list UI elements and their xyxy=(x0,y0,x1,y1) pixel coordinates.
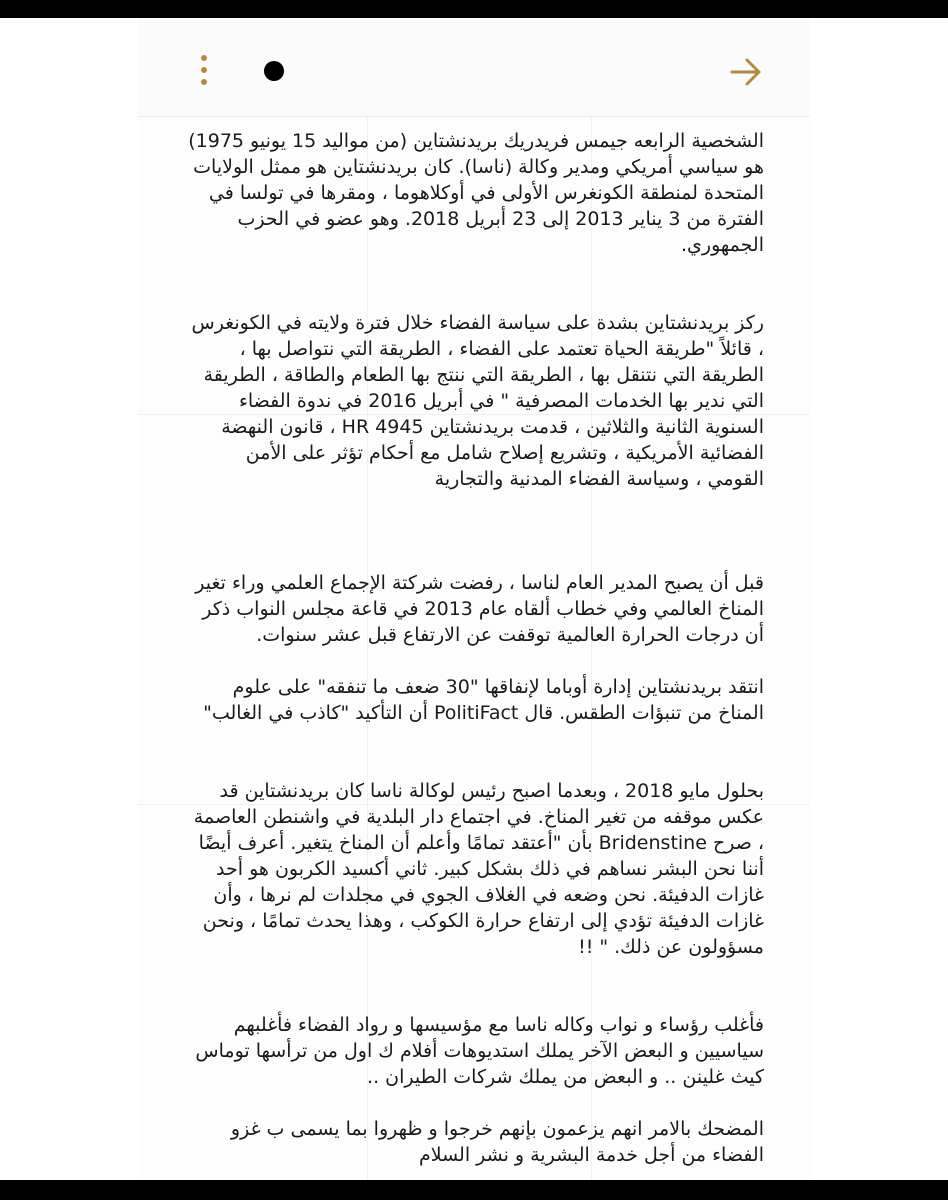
paragraph-4: انتقد بريدنشتاين إدارة أوباما لإنفاقها "30 ضعف ما تنفقه" على علوم المناخ من تنبؤات الطقس. قال PolitiFact أن التأكيد "كاذب في الغالب" xyxy=(203,676,764,724)
arrow-right-icon[interactable] xyxy=(728,54,764,90)
paragraph-1: الشخصية الرابعه جيمس فريدريك بريدنشتاين (من مواليد 15 يونيو 1975) هو سياسي أمريكي ومدير وكالة (ناسا). كان بريدنشتاين هو ممثل الولايات المتحدة لمنطقة الكونغرس الأولى في أوكلاهوما ، ومقرها في تولسا في الفترة من 3 يناير 2013 إلى 23 أبريل 2018. وهو عضو في الحزب الجمهوري. xyxy=(188,130,764,256)
paragraph-3: قبل أن يصبح المدير العام لناسا ، رفضت شركتة الإجماع العلمي وراء تغير المناخ العالمي وفي خطاب ألقاه عام 2013 في قاعة مجلس النواب ذكر أن درجات الحرارة العالمية توقفت عن الارتفاع قبل عشر سنوات. xyxy=(195,572,764,646)
paragraph-7: المضحك بالامر انهم يزعمون بإنهم خرجوا و ظهروا بما يسمى ب غزو الفضاء من أجل خدمة البشرية و نشر السلام xyxy=(230,1118,764,1166)
paragraph-6: فأغلب رؤساء و نواب وكاله ناسا مع مؤسيسها و رواد الفضاء فأغلبهم سياسيين و البعض الآخر يملك استديوهات أفلام ك اول من ترأسها توماس كيث غلينن .. و البعض من يملك شركات الطيران .. xyxy=(195,1014,764,1088)
frame-corner xyxy=(810,0,948,18)
paragraph-5: بحلول مايو 2018 ، وبعدما اصبح رئيس لوكالة ناسا كان بريدنشتاين قد عكس موقفه من تغير المناخ. في اجتماع دار البلدية في واشنطن العاصمة ، صرح Bridenstine بأن "أعتقد تمامًا وأعلم أن المناخ يتغير. أعرف أيضًا أننا نحن البشر نساهم في ذلك بشكل كبير. ثاني أكسيد الكربون هو أحد غازات الدفيئة. نحن وضعه في الغلاف الجوي في مجلدات لم نرها ، وأن غازات الدفيئة تؤدي إلى ارتفاع حرارة الكوكب ، وهذا يحدث تمامًا ، ونحن مسؤولون عن ذلك. " !! xyxy=(193,780,764,958)
toolbar xyxy=(138,18,810,117)
frame-corner xyxy=(810,1180,948,1200)
more-vertical-icon[interactable] xyxy=(196,55,212,87)
article-body xyxy=(184,128,764,1168)
right-gutter xyxy=(810,0,948,1200)
frame-corner xyxy=(0,0,138,18)
note-page xyxy=(138,18,810,1180)
record-dot-icon[interactable] xyxy=(264,61,284,81)
paragraph-2: ركز بريدنشتاين بشدة على سياسة الفضاء خلال فترة ولايته في الكونغرس ، قائلاً "طريقة الحياة تعتمد على الفضاء ، الطريقة التي نتواصل بها ، الطريقة التي نتنقل بها ، الطريقة التي ننتج بها الطعام والطاقة ، الطريقة التي ندير بها الخدمات المصرفية " في أبريل 2016 في ندوة الفضاء السنوية الثانية والثلاثين ، قدمت بريدنشتاين HR 4945 ، قانون النهضة الفضائية الأمريكية ، وتشريع إصلاح شامل مع أحكام تؤثر على الأمن القومي ، وسياسة الفضاء المدنية والتجارية xyxy=(191,312,764,490)
left-gutter xyxy=(0,0,138,1200)
frame-corner xyxy=(0,1180,138,1200)
